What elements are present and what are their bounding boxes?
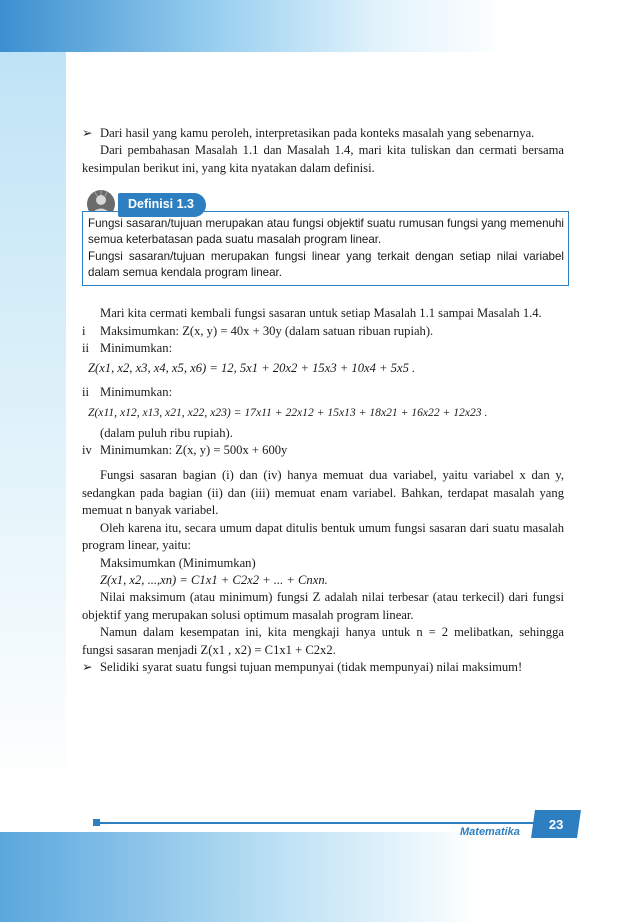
definition-body: [82, 211, 569, 286]
item-i: [82, 323, 564, 340]
footer-line: [98, 822, 548, 824]
paragraph-n2: Namun dalam kesempatan ini, kita mengkaji hanya untuk n = 2 melibatkan, sehingga fungsi sasaran menjadi Z(x1 , x2) = C1x1 + C2x2.: [82, 625, 564, 657]
footer-subject: Matematika: [460, 826, 520, 838]
formula-ii: Z(x1, x2, x3, x4, x5, x6) = 12, 5x1 + 20x2 + 15x3 + 10x4 + 5x5 .: [88, 361, 416, 376]
arrow-bullet-icon: ➢: [82, 659, 93, 674]
definition-line-2: Fungsi sasaran/tujuan merupakan fungsi linear yang terkait dengan setiap nilai variabel dalam semua kendala program linear.: [88, 249, 564, 279]
paragraph-max-min: Nilai maksimum (atau minimum) fungsi Z adalah nilai terbesar (atau terkecil) dari fungsi objektif yang merupakan solusi optimum masalah program linear.: [82, 590, 564, 622]
bottom-decor-band: [0, 832, 638, 922]
item-iv-mark: iv: [82, 443, 92, 458]
page-number-badge: [531, 810, 581, 838]
top-decor-band: [0, 0, 638, 52]
paragraph-review: Mari kita cermati kembali fungsi sasaran untuk setiap Masalah 1.1 sampai Masalah 1.4.: [100, 306, 542, 321]
item-i-mark: i: [82, 323, 86, 338]
item-iii-mark: ii: [82, 384, 89, 399]
item-iv: [82, 442, 564, 459]
item-ii: [82, 340, 564, 357]
page-content: [82, 125, 564, 676]
general-formula: Z(x1, x2, ...,xn) = C1x1 + C2x2 + ... + Cnxn.: [100, 572, 328, 587]
item-ii-text: Minimumkan:: [100, 341, 173, 356]
bullet-investigate: [82, 659, 564, 676]
paragraph-intro: Dari pembahasan Masalah 1.1 dan Masalah 1.4, mari kita tuliskan dan cermati bersama kesimpulan berikut ini, yang kita nyatakan dalam definisi.: [82, 143, 564, 175]
definition-box: [82, 189, 564, 295]
paragraph-general: Oleh karena itu, secara umum dapat ditulis bentuk umum fungsi sasaran dari suatu masalah program linear, yaitu:: [82, 520, 564, 553]
page-number: 23: [548, 816, 564, 832]
bullet-interpret: [82, 125, 564, 142]
item-ii-mark: ii: [82, 341, 89, 356]
bullet-investigate-text: Selidiki syarat suatu fungsi tujuan mempunyai (tidak mempunyai) nilai maksimum!: [100, 659, 523, 674]
item-iii-text: Minimumkan:: [100, 384, 173, 399]
left-decor-band: [0, 52, 66, 792]
item-iv-text: Minimumkan: Z(x, y) = 500x + 600y: [100, 443, 288, 458]
item-iii-note: (dalam puluh ribu rupiah).: [100, 425, 233, 440]
definition-line-1: Fungsi sasaran/tujuan merupakan atau fungsi objektif suatu rumusan fungsi yang memenuhi semua keterbatasan pada suatu masalah program linear.: [88, 217, 564, 247]
paragraph-maximize: Maksimumkan (Minimumkan): [100, 555, 256, 570]
formula-iii: Z(x11, x12, x13, x21, x22, x23) = 17x11 + 22x12 + 15x13 + 18x21 + 16x22 + 12x23 .: [88, 406, 488, 420]
arrow-bullet-icon: ➢: [82, 126, 93, 140]
definition-label: Definisi 1.3: [118, 193, 206, 216]
paragraph-variables: Fungsi sasaran bagian (i) dan (iv) hanya memuat dua variabel, yaitu variabel x dan y, sedangkan pada bagian (ii) dan (iii) memuat enam variabel. Bahkan, terdapat masalah yang memuat n banyak variabel.: [82, 468, 564, 518]
item-i-text: Maksimumkan: Z(x, y) = 40x + 30y (dalam satuan ribuan rupiah).: [100, 323, 434, 338]
item-iii: [82, 384, 564, 401]
bullet-text: Dari hasil yang kamu peroleh, interpretasikan pada konteks masalah yang sebenarnya.: [100, 126, 535, 140]
